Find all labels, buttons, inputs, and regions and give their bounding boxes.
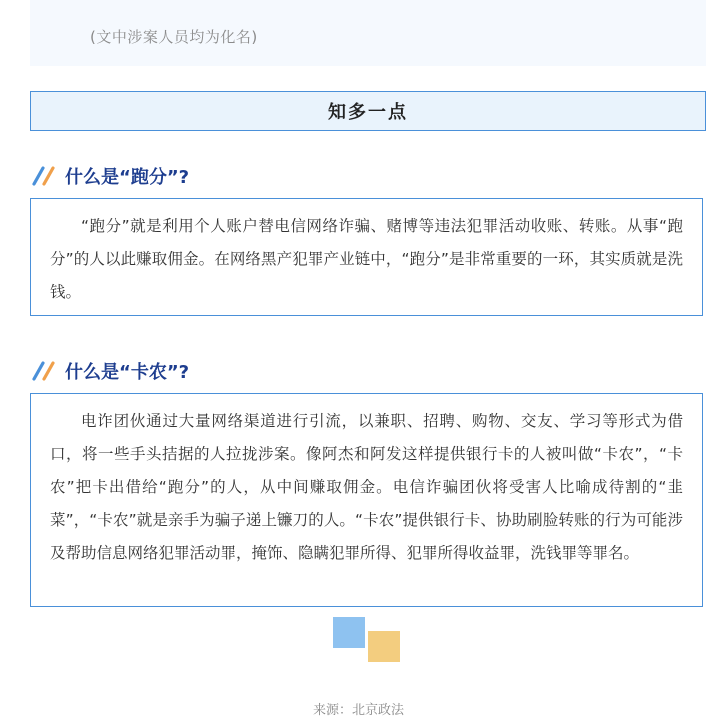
source-credit: 来源：北京政法 (312, 703, 404, 718)
paofen-body: “跑分”就是利用个人账户替电信网络诈骗、赌博等违法犯罪活动收账、转账。从事“跑分”的人以此赚取佣金。在网络黑产犯罪产业链中，“跑分”是非常重要的一环，其实质就是洗钱。 (50, 217, 683, 301)
kanong-heading-text: 什么是“卡农”? (65, 362, 190, 383)
alias-note: (文中涉案人员均为化名) (90, 28, 258, 46)
decor-square-yellow (368, 631, 400, 662)
section-header (30, 91, 706, 131)
paofen-heading (31, 164, 189, 188)
kanong-box (30, 393, 703, 607)
section-title: 知多一点 (328, 102, 408, 123)
paofen-heading-text: 什么是“跑分”? (65, 167, 190, 188)
double-slash-icon (31, 361, 57, 381)
kanong-body: 电诈团伙通过大量网络渠道进行引流，以兼职、招聘、购物、交友、学习等形式为借口，将一些手头拮据的人拉拢涉案。像阿杰和阿发这样提供银行卡的人被叫做“卡农”，“卡农”把卡出借给“跑分”的人，从中间赚取佣金。电信诈骗团伙将受害人比喻成待割的“韭菜”，“卡农”就是亲手为骗子递上镰刀的人。“卡农”提供银行卡、协助刷脸转账的行为可能涉及帮助信息网络犯罪活动罪，掩饰、隐瞒犯罪所得、犯罪所得收益罪，洗钱罪等罪名。 (50, 412, 683, 562)
kanong-heading (31, 359, 189, 383)
paofen-box (30, 198, 703, 316)
note-panel (30, 0, 706, 66)
double-slash-icon (31, 166, 57, 186)
decor-square-blue (333, 617, 365, 648)
